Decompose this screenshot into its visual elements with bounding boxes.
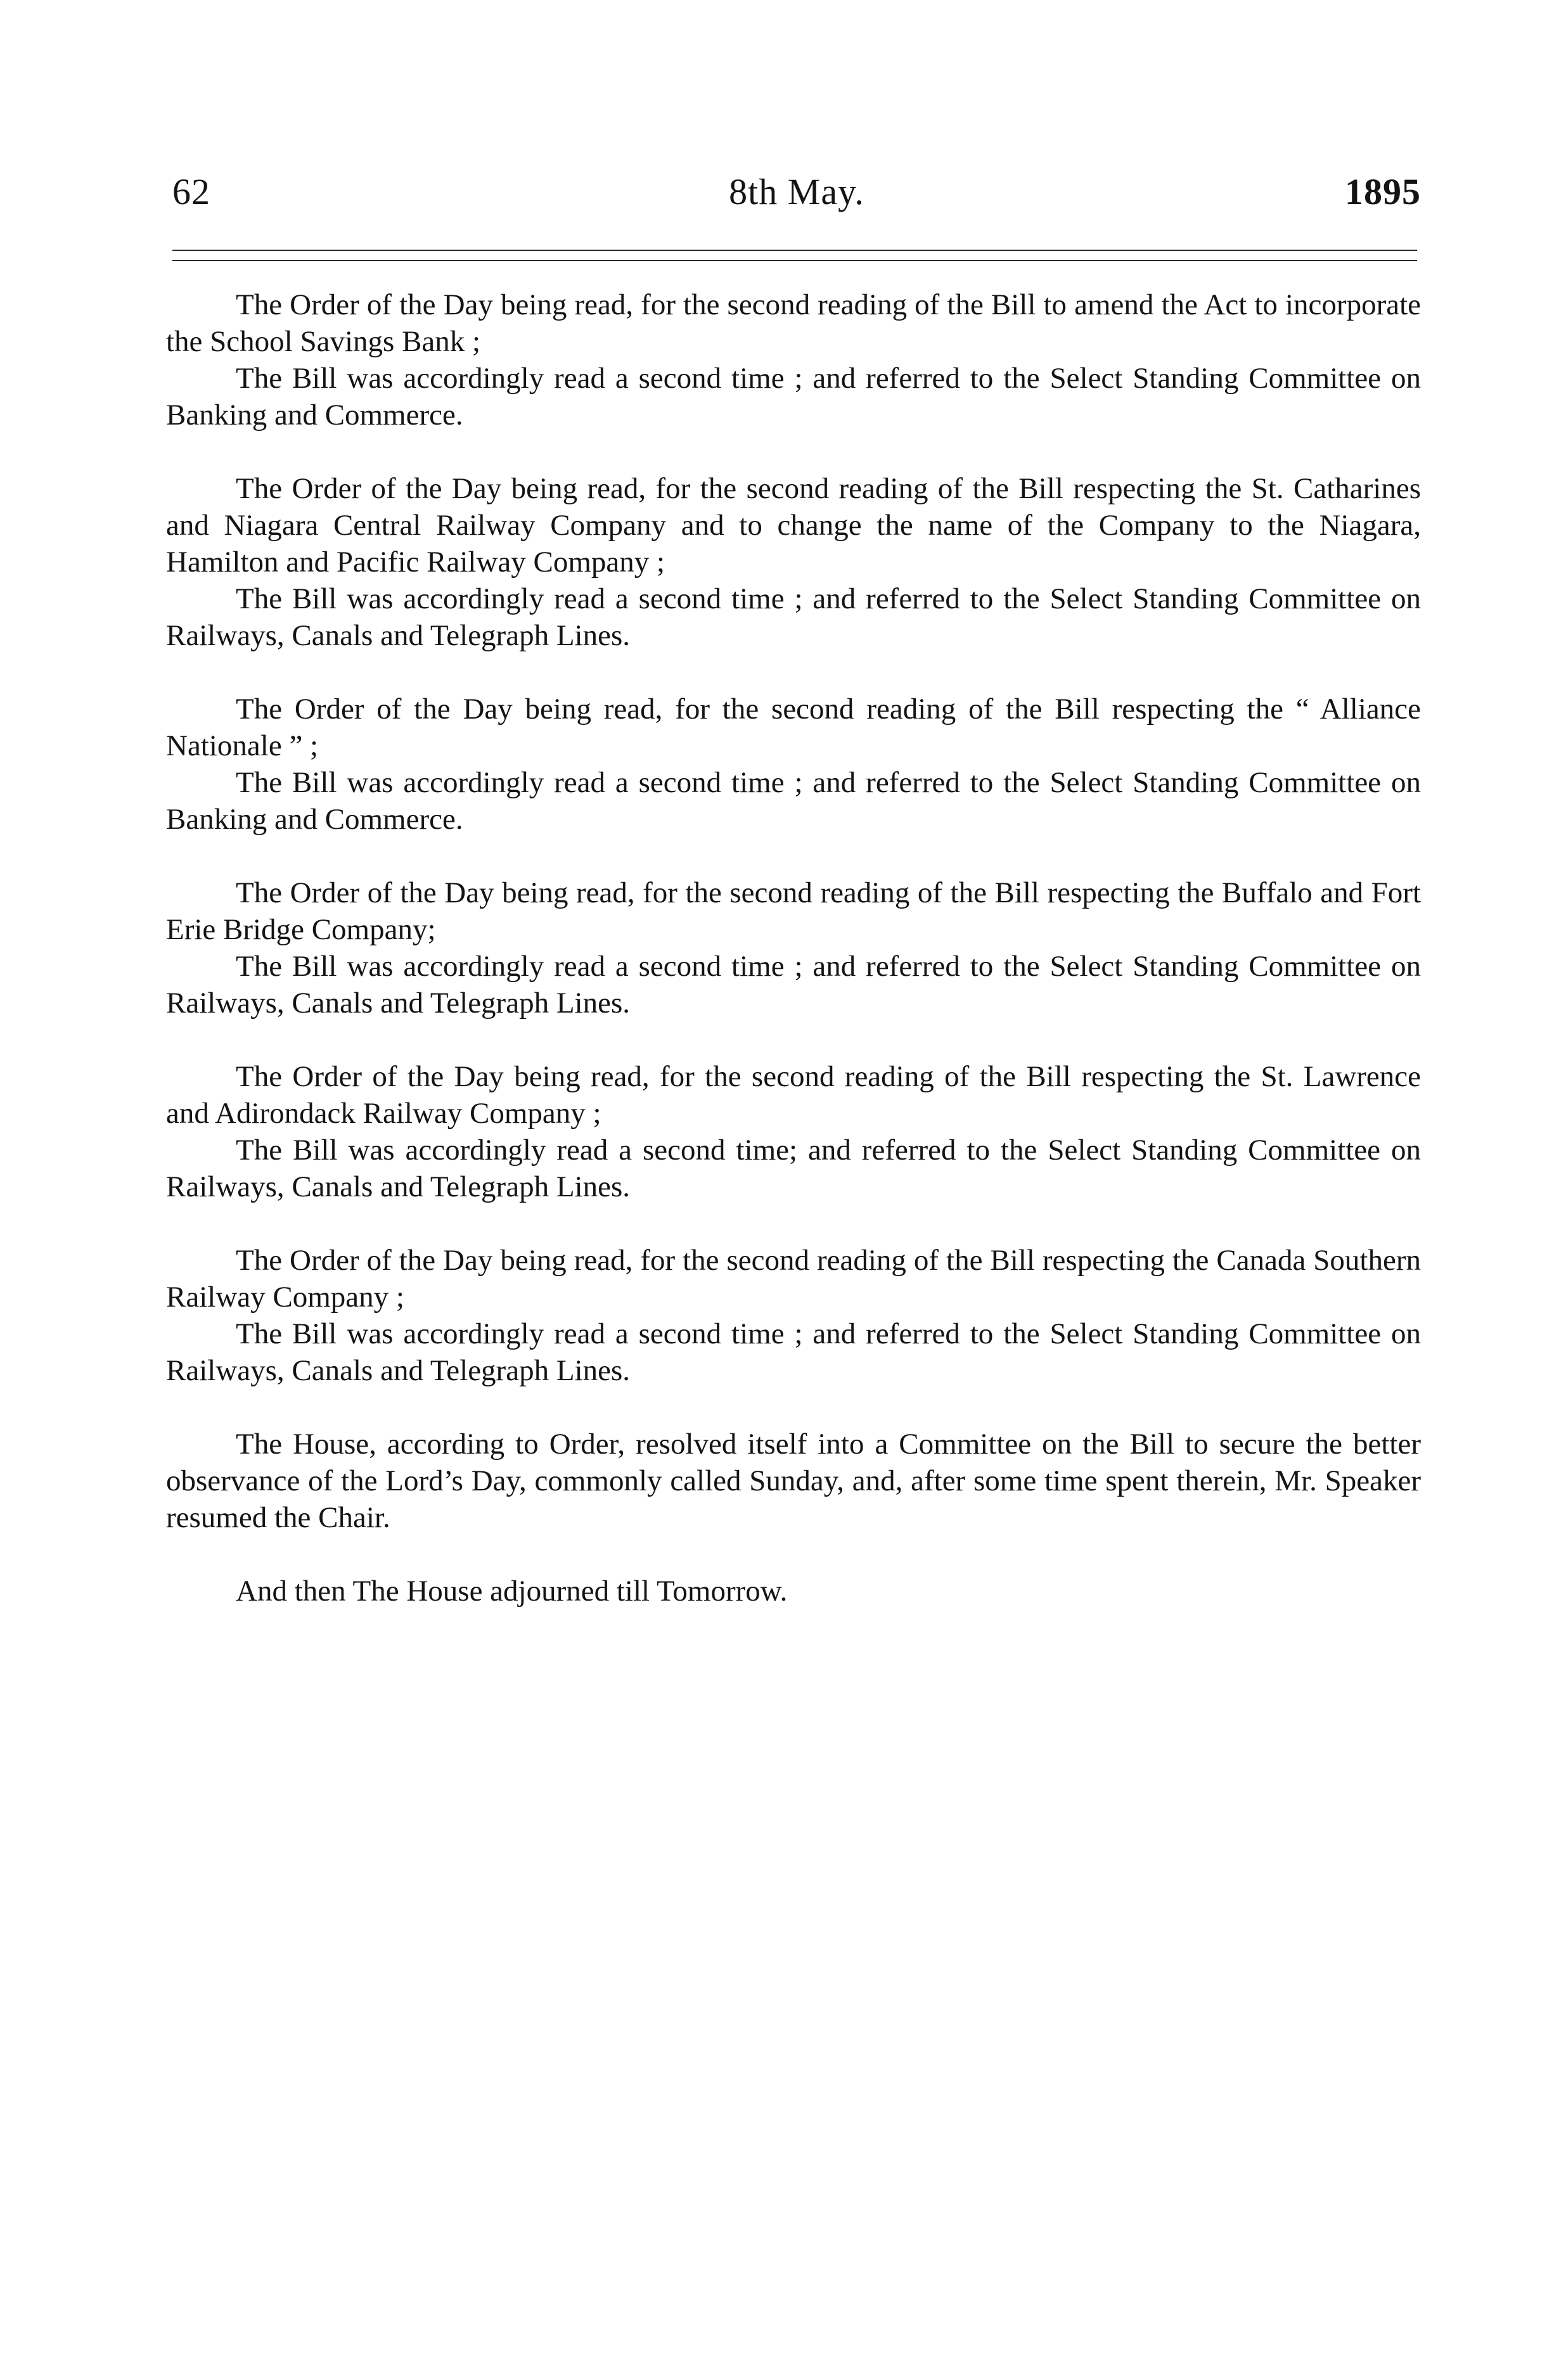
entry-st-lawrence-adirondack-railway (166, 1058, 1421, 1205)
entry-canada-southern-railway (166, 1242, 1421, 1389)
bill-result-text: The Bill was accordingly read a second time ; and referred to the Select Standing Committee on Banking and Commerce. (166, 362, 1421, 432)
bill-result-text: The Bill was accordingly read a second time ; and referred to the Select Standing Committee on Railways, Canals and Telegraph Lines. (166, 950, 1421, 1020)
bill-result-text: The Bill was accordingly read a second time ; and referred to the Select Standing Committee on Banking and Commerce. (166, 766, 1421, 836)
entry-buffalo-fort-erie-bridge (166, 874, 1421, 1021)
entry-school-savings-bank (166, 286, 1421, 433)
committee-paragraph: The House, according to Order, resolved itself into a Committee on the Bill to secure the better observance of the Lord’s Day, commonly called Sunday, and, after some time spent therein, Mr. Speaker resumed the Chair. (166, 1428, 1421, 1534)
entry-alliance-nationale (166, 691, 1421, 838)
bill-result-text: The Bill was accordingly read a second time ; and referred to the Select Standing Committee on Railways, Canals and Telegraph Lines. (166, 582, 1421, 652)
order-of-day-text: The Order of the Day being read, for the second reading of the Bill to amend the Act to incorporate the School Savings Bank ; (166, 288, 1421, 358)
order-of-day-text: The Order of the Day being read, for the second reading of the Bill respecting the “ Alliance Nationale ” ; (166, 693, 1421, 762)
page-date: 8th May. (729, 171, 864, 212)
header-rule-bottom (172, 260, 1417, 261)
page-header (172, 170, 1421, 227)
order-of-day-text: The Order of the Day being read, for the second reading of the Bill respecting the Buffalo and Fort Erie Bridge Company; (166, 876, 1421, 946)
order-of-day-text: The Order of the Day being read, for the second reading of the Bill respecting the Canada Southern Railway Company ; (166, 1244, 1421, 1314)
entry-niagara-central-railway (166, 470, 1421, 654)
page-year: 1895 (1345, 171, 1421, 212)
journal-body (166, 286, 1421, 1609)
page-number: 62 (172, 171, 210, 212)
adjournment-text: And then The House adjourned till Tomorrow. (236, 1575, 788, 1608)
order-of-day-text: The Order of the Day being read, for the second reading of the Bill respecting the St. Catharines and Niagara Central Railway Company and to change the name of the Company to the Niagara, Hamilton and Pacific Railway Company ; (166, 472, 1421, 579)
order-of-day-text: The Order of the Day being read, for the second reading of the Bill respecting the St. Lawrence and Adirondack Railway Company ; (166, 1060, 1421, 1130)
bill-result-text: The Bill was accordingly read a second time ; and referred to the Select Standing Committee on Railways, Canals and Telegraph Lines. (166, 1317, 1421, 1387)
bill-result-text: The Bill was accordingly read a second time; and referred to the Select Standing Committee on Railways, Canals and Telegraph Lines. (166, 1134, 1421, 1203)
header-rule-top (172, 250, 1417, 251)
